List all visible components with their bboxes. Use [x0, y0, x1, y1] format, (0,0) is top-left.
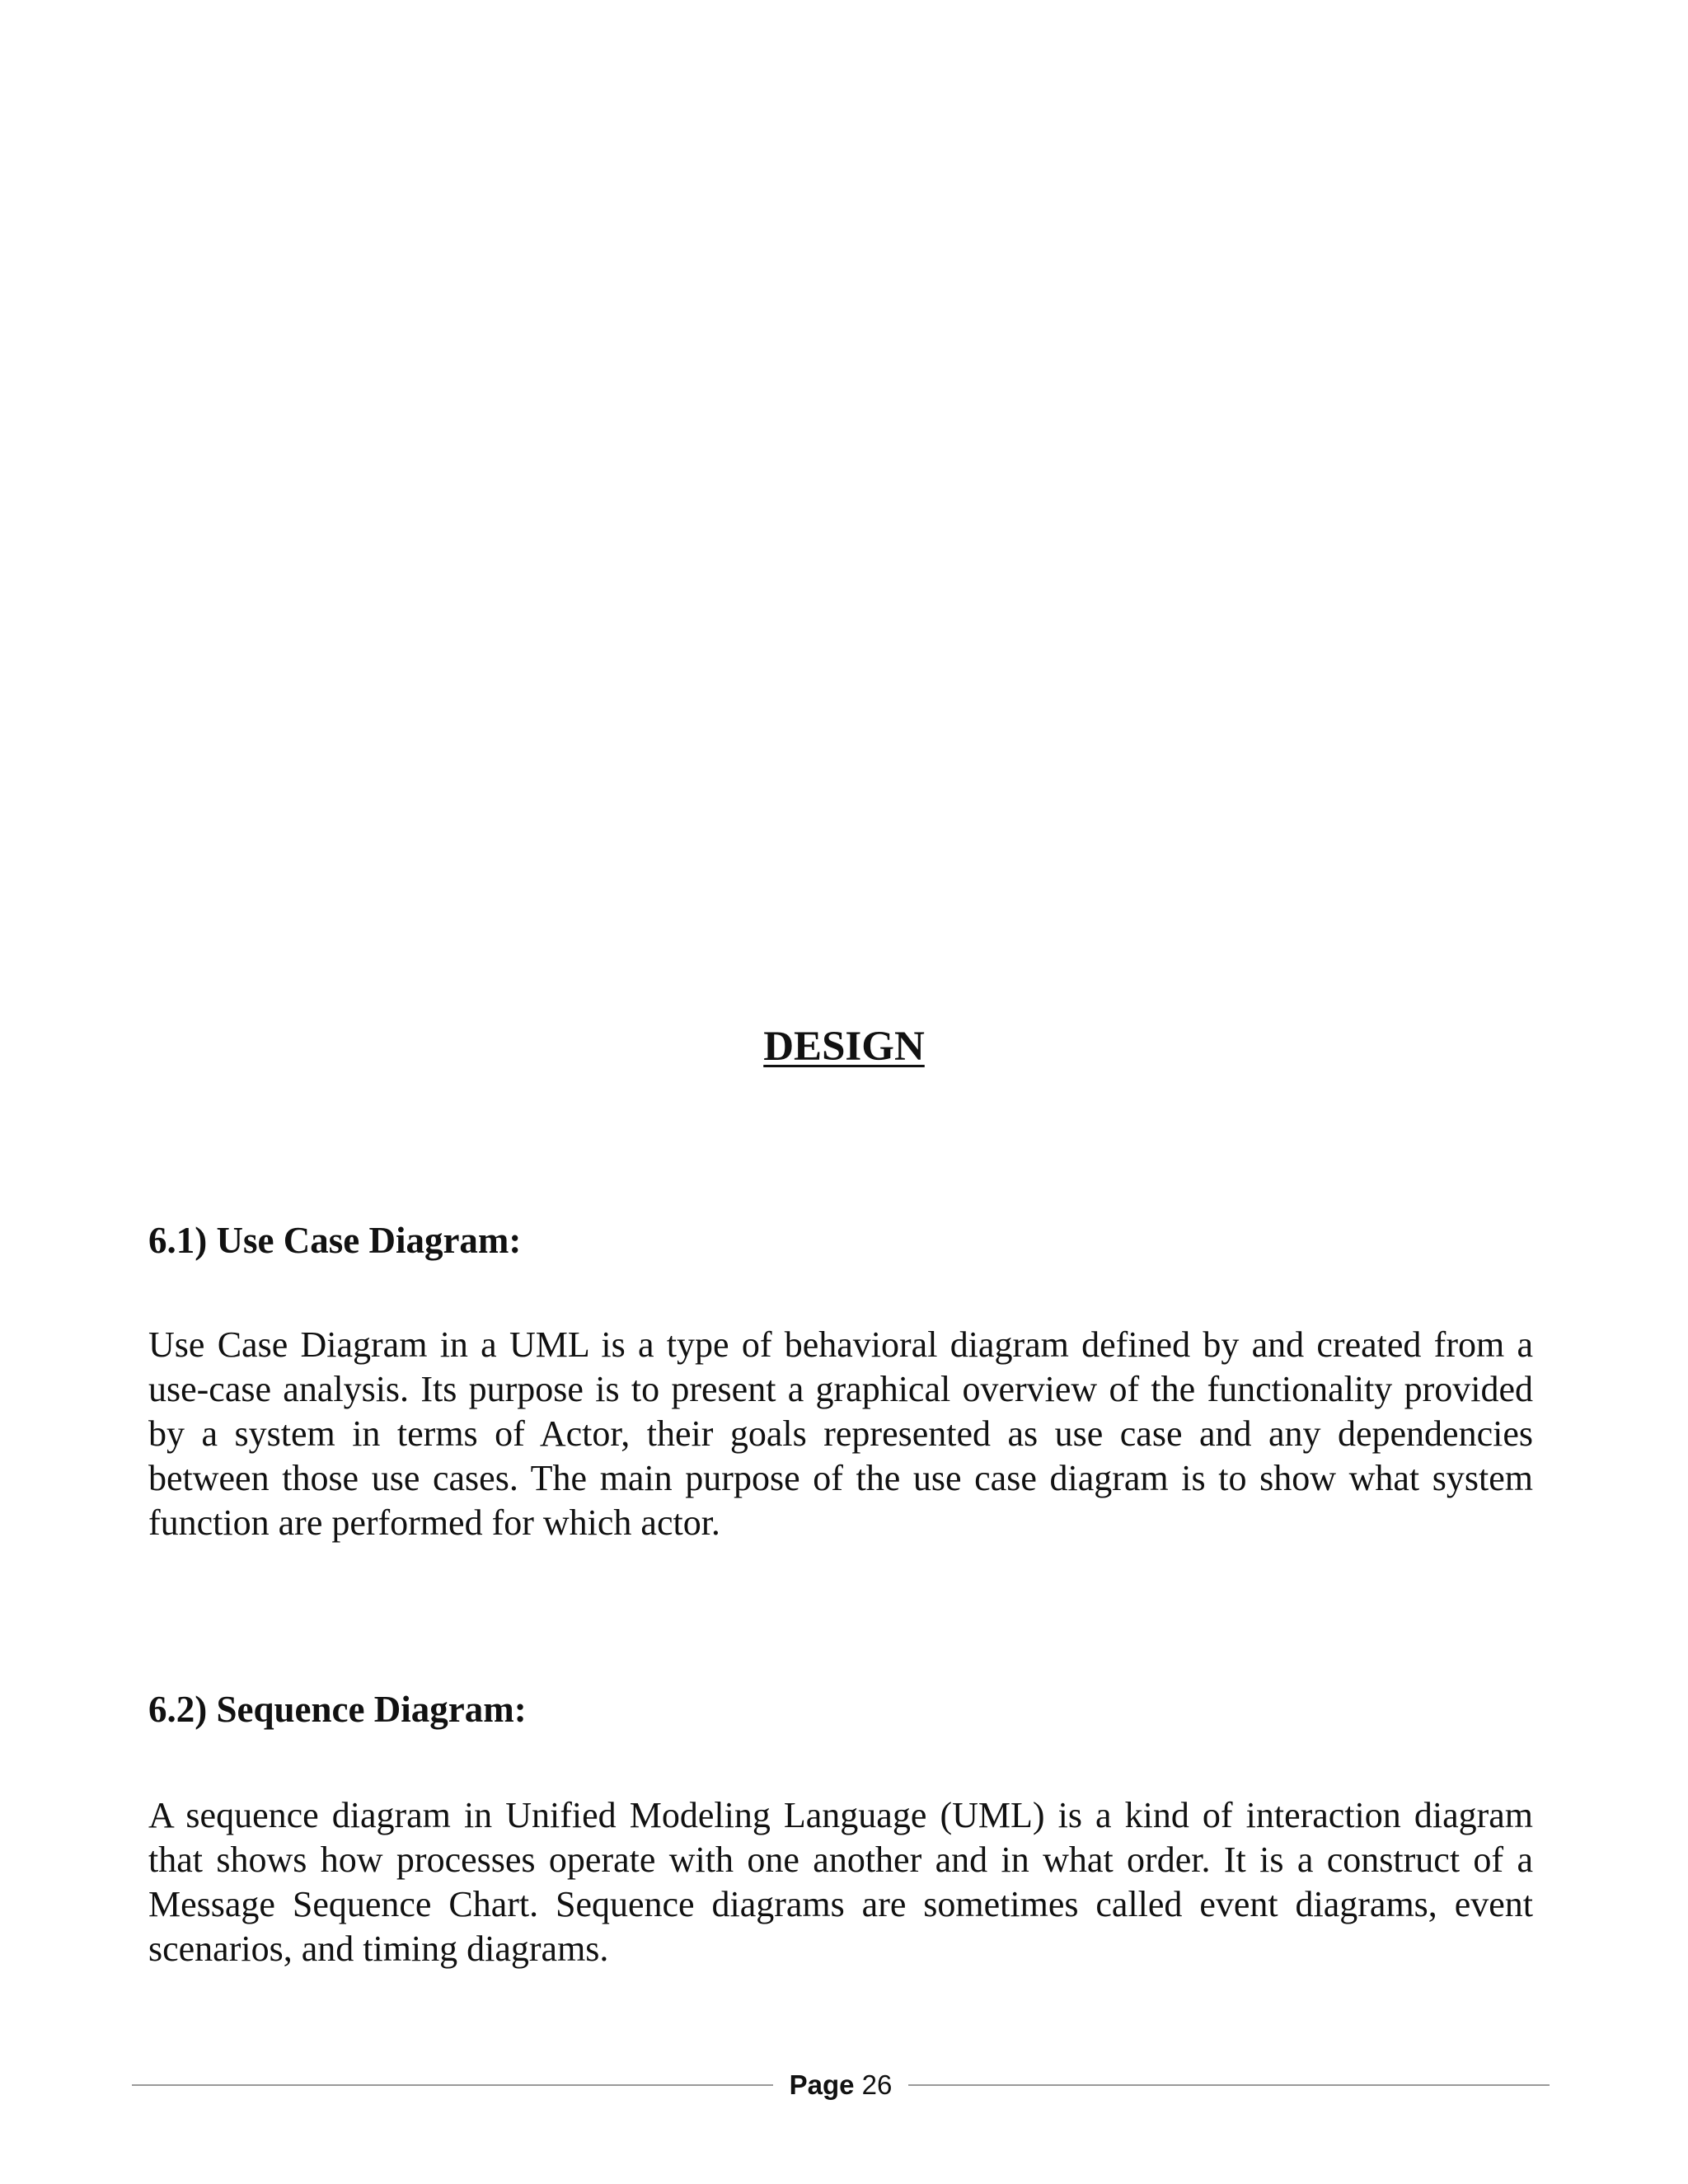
- section-heading-sequence: 6.2) Sequence Diagram:: [148, 1689, 527, 1730]
- page-word: Page: [789, 2069, 855, 2100]
- page-number-label: [773, 2069, 909, 2101]
- section-body-use-case: Use Case Diagram in a UML is a type of behavioral diagram defined by and created from a use-case analysis. Its purpose is to present a graphical overview of the functionality provided by a system in terms of Actor, their goals represented as use case and any dependencies between those use cases. The main purpose of the use case diagram is to show what system function are performed for which actor.: [148, 1324, 1533, 1543]
- section-heading-use-case: 6.1) Use Case Diagram:: [148, 1220, 522, 1261]
- section-body-sequence: A sequence diagram in Unified Modeling Language (UML) is a kind of interaction diagram that shows how processes operate with one another and in what order. It is a construct of a Message Sequence Chart. Sequence diagrams are sometimes called event diagrams, event scenarios, and timing diagrams.: [148, 1795, 1533, 1969]
- footer-rule-left: [132, 2084, 773, 2086]
- page-number: 26: [861, 2069, 893, 2100]
- footer-rule-right: [908, 2084, 1550, 2086]
- page-title: DESIGN: [763, 1024, 925, 1070]
- page-footer: [132, 2060, 1550, 2110]
